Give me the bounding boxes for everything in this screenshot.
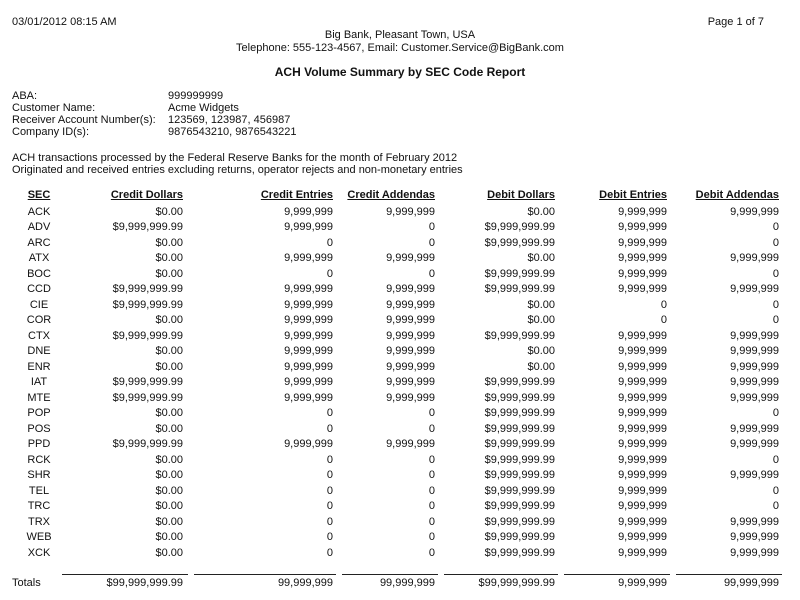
col-header-credit-dollars: Credit Dollars [110,189,183,201]
table-row [10,313,782,329]
customer-name-value: Acme Widgets [168,102,239,114]
report-description-line-2: Originated and received entries excluding returns, operator rejects and non-monetary entries [12,164,463,176]
cell-credit-addendas: 9,999,999 [386,283,435,295]
cell-credit-entries: 0 [326,407,333,419]
cell-debit-addendas: 9,999,999 [730,531,779,543]
table-row [10,422,782,438]
cell-debit-dollars: $9,999,999.99 [484,407,555,419]
cell-debit-addendas: 9,999,999 [730,515,779,528]
cell-credit-dollars: $0.00 [155,205,183,218]
cell-credit-entries: 0 [326,422,333,435]
cell-sec-code: ARC [27,236,51,249]
receiver-account-label: Receiver Account Number(s): [12,114,156,126]
cell-sec-code: COR [26,314,52,326]
cell-credit-addendas: 9,999,999 [386,298,435,311]
cell-sec-code: WEB [26,531,52,543]
cell-credit-addendas: 0 [428,453,435,466]
cell-debit-entries: 9,999,999 [618,205,667,218]
report-description-line-1: ACH transactions processed by the Federal Reserve Banks for the month of February 2012 [12,152,458,164]
cell-credit-addendas: 9,999,999 [386,345,435,357]
table-row [10,515,782,531]
totals-divider [444,574,558,575]
cell-sec-code: ACK [27,205,51,218]
cell-debit-dollars: $9,999,999.99 [484,546,555,559]
col-header-debit-addendas: Debit Addendas [695,189,779,201]
table-row [10,329,782,345]
cell-debit-entries: 9,999,999 [618,345,667,357]
cell-sec-code: IAT [30,376,48,388]
table-row [10,344,782,360]
cell-debit-entries: 0 [660,298,667,311]
cell-debit-dollars: $9,999,999.99 [484,469,555,481]
cell-credit-dollars: $0.00 [155,484,183,497]
cell-sec-code: ADV [27,221,51,233]
cell-debit-addendas: 0 [772,236,779,249]
cell-debit-addendas: 9,999,999 [730,345,779,357]
col-header-sec: SEC [27,189,51,201]
cell-debit-dollars: $0.00 [527,298,555,311]
cell-debit-dollars: $9,999,999.99 [484,391,555,404]
cell-credit-dollars: $9,999,999.99 [112,221,183,233]
cell-sec-code: DNE [27,345,51,357]
bank-name: Big Bank, Pleasant Town, USA [324,29,476,41]
cell-debit-dollars: $9,999,999.99 [484,500,555,512]
cell-debit-dollars: $9,999,999.99 [484,376,555,388]
cell-debit-entries: 9,999,999 [618,267,667,280]
table-row [10,437,782,453]
cell-sec-code: SHR [27,469,51,481]
cell-credit-dollars: $0.00 [155,531,183,543]
cell-credit-addendas: 0 [428,546,435,559]
col-header-credit-entries: Credit Entries [260,189,333,201]
totals-divider [194,574,336,575]
cell-debit-entries: 9,999,999 [618,515,667,528]
cell-debit-addendas: 0 [772,500,779,512]
receiver-account-value: 123569, 123987, 456987 [168,114,291,126]
col-header-credit-addendas: Credit Addendas [347,189,435,201]
cell-debit-dollars: $0.00 [527,314,555,326]
cell-debit-addendas: 0 [772,298,779,311]
totals-row [10,576,782,590]
table-row [10,205,782,221]
cell-credit-addendas: 9,999,999 [386,314,435,326]
cell-debit-addendas: 0 [772,407,779,419]
cell-debit-addendas: 9,999,999 [730,360,779,373]
cell-debit-addendas: 0 [772,484,779,497]
cell-credit-dollars: $9,999,999.99 [112,283,183,295]
cell-credit-addendas: 0 [428,422,435,435]
cell-credit-addendas: 0 [428,221,435,233]
cell-credit-dollars: $9,999,999.99 [112,298,183,311]
aba-value: 999999999 [168,90,224,102]
totals-divider [564,574,670,575]
cell-sec-code: BOC [27,267,51,280]
cell-debit-dollars: $9,999,999.99 [484,438,555,450]
cell-credit-entries: 9,999,999 [284,345,333,357]
aba-label: ABA: [12,90,38,102]
total-credit-entries: 99,999,999 [277,577,333,589]
cell-credit-entries: 9,999,999 [284,391,333,404]
total-credit-dollars: $99,999,999.99 [106,577,183,589]
cell-sec-code: ATX [28,252,50,264]
cell-credit-dollars: $0.00 [155,422,183,435]
cell-debit-dollars: $9,999,999.99 [484,329,555,342]
cell-debit-entries: 9,999,999 [618,221,667,233]
company-id-value: 9876543210, 9876543221 [168,126,297,138]
table-row [10,375,782,391]
cell-debit-dollars: $9,999,999.99 [484,221,555,233]
cell-credit-addendas: 0 [428,531,435,543]
cell-credit-dollars: $9,999,999.99 [112,376,183,388]
cell-debit-addendas: 9,999,999 [730,391,779,404]
sec-summary-table [10,188,782,561]
cell-debit-entries: 9,999,999 [618,546,667,559]
cell-debit-dollars: $9,999,999.99 [484,283,555,295]
cell-debit-dollars: $9,999,999.99 [484,236,555,249]
company-id-label: Company ID(s): [12,126,90,138]
cell-credit-entries: 0 [326,484,333,497]
cell-credit-entries: 0 [326,515,333,528]
cell-credit-dollars: $0.00 [155,515,183,528]
cell-credit-dollars: $0.00 [155,360,183,373]
total-debit-dollars: $99,999,999.99 [478,577,555,589]
cell-credit-entries: 0 [326,236,333,249]
totals-divider [342,574,438,575]
totals-divider [676,574,782,575]
table-row [10,391,782,407]
cell-credit-addendas: 9,999,999 [386,376,435,388]
cell-debit-entries: 9,999,999 [618,329,667,342]
cell-credit-dollars: $0.00 [155,267,183,280]
cell-sec-code: CCD [27,283,51,295]
cell-debit-addendas: 9,999,999 [730,422,779,435]
cell-credit-addendas: 9,999,999 [386,329,435,342]
cell-debit-addendas: 0 [772,267,779,280]
table-row [10,282,782,298]
cell-debit-entries: 9,999,999 [618,283,667,295]
cell-credit-addendas: 9,999,999 [386,252,435,264]
cell-credit-addendas: 9,999,999 [386,438,435,450]
cell-debit-dollars: $0.00 [527,252,555,264]
cell-sec-code: MTE [27,391,51,404]
table-row [10,406,782,422]
cell-debit-dollars: $0.00 [527,205,555,218]
cell-credit-entries: 9,999,999 [284,314,333,326]
cell-debit-entries: 9,999,999 [618,391,667,404]
cell-debit-entries: 9,999,999 [618,484,667,497]
cell-sec-code: PPD [27,438,51,450]
cell-debit-addendas: 9,999,999 [730,283,779,295]
cell-credit-entries: 9,999,999 [284,438,333,450]
cell-sec-code: XCK [27,546,51,559]
customer-name-label: Customer Name: [12,102,96,114]
cell-credit-dollars: $9,999,999.99 [112,438,183,450]
cell-sec-code: TRC [27,500,51,512]
cell-debit-addendas: 9,999,999 [730,329,779,342]
cell-sec-code: POS [27,422,51,435]
cell-debit-entries: 9,999,999 [618,407,667,419]
table-row [10,298,782,314]
cell-credit-addendas: 0 [428,469,435,481]
cell-debit-dollars: $0.00 [527,345,555,357]
cell-debit-entries: 9,999,999 [618,453,667,466]
cell-credit-entries: 9,999,999 [284,298,333,311]
table-row [10,530,782,546]
cell-debit-entries: 9,999,999 [618,500,667,512]
total-debit-entries: 9,999,999 [618,577,667,589]
cell-credit-entries: 0 [326,531,333,543]
cell-debit-addendas: 9,999,999 [730,469,779,481]
cell-debit-dollars: $9,999,999.99 [484,515,555,528]
cell-debit-addendas: 9,999,999 [730,376,779,388]
col-header-debit-dollars: Debit Dollars [487,189,555,201]
table-row [10,220,782,236]
cell-credit-dollars: $0.00 [155,469,183,481]
report-title: ACH Volume Summary by SEC Code Report [274,65,526,79]
cell-credit-entries: 9,999,999 [284,283,333,295]
cell-credit-dollars: $0.00 [155,546,183,559]
cell-debit-dollars: $9,999,999.99 [484,484,555,497]
cell-credit-entries: 9,999,999 [284,329,333,342]
cell-credit-dollars: $0.00 [155,252,183,264]
cell-credit-addendas: 9,999,999 [386,205,435,218]
cell-debit-dollars: $9,999,999.99 [484,422,555,435]
table-row [10,236,782,252]
cell-credit-addendas: 0 [428,515,435,528]
cell-debit-dollars: $9,999,999.99 [484,531,555,543]
cell-debit-dollars: $0.00 [527,360,555,373]
cell-credit-entries: 9,999,999 [284,205,333,218]
cell-credit-addendas: 0 [428,236,435,249]
cell-credit-dollars: $9,999,999.99 [112,391,183,404]
table-header-row [10,188,782,205]
total-credit-addendas: 99,999,999 [379,577,435,589]
cell-debit-addendas: 9,999,999 [730,546,779,559]
cell-debit-dollars: $9,999,999.99 [484,267,555,280]
cell-credit-addendas: 0 [428,500,435,512]
page-number: Page 1 of 7 [707,16,764,28]
cell-debit-addendas: 9,999,999 [730,205,779,218]
cell-credit-entries: 9,999,999 [284,376,333,388]
cell-credit-entries: 0 [326,267,333,280]
cell-credit-dollars: $0.00 [155,407,183,419]
cell-credit-entries: 9,999,999 [284,252,333,264]
cell-sec-code: ENR [27,360,51,373]
cell-sec-code: CTX [28,329,50,342]
cell-debit-entries: 9,999,999 [618,376,667,388]
table-row [10,468,782,484]
cell-credit-dollars: $0.00 [155,453,183,466]
totals-divider [62,574,188,575]
totals-label: Totals [12,577,41,589]
cell-credit-dollars: $0.00 [155,314,183,326]
cell-sec-code: POP [27,407,51,419]
cell-debit-addendas: 9,999,999 [730,252,779,264]
cell-credit-dollars: $0.00 [155,345,183,357]
cell-credit-entries: 9,999,999 [284,360,333,373]
report-datetime: 03/01/2012 08:15 AM [12,16,117,28]
table-row [10,453,782,469]
cell-credit-addendas: 9,999,999 [386,360,435,373]
table-row [10,251,782,267]
cell-debit-entries: 9,999,999 [618,422,667,435]
cell-debit-addendas: 0 [772,314,779,326]
col-header-debit-entries: Debit Entries [599,189,667,201]
cell-credit-entries: 0 [326,500,333,512]
cell-credit-entries: 0 [326,453,333,466]
cell-credit-addendas: 0 [428,407,435,419]
cell-credit-addendas: 9,999,999 [386,391,435,404]
cell-sec-code: TEL [28,484,50,497]
cell-credit-dollars: $0.00 [155,236,183,249]
cell-debit-entries: 9,999,999 [618,438,667,450]
cell-debit-entries: 9,999,999 [618,469,667,481]
cell-debit-entries: 9,999,999 [618,360,667,373]
cell-debit-entries: 0 [660,314,667,326]
table-body [10,205,782,562]
cell-debit-addendas: 9,999,999 [730,438,779,450]
cell-debit-entries: 9,999,999 [618,236,667,249]
table-row [10,546,782,562]
cell-debit-addendas: 0 [772,453,779,466]
cell-credit-entries: 0 [326,469,333,481]
cell-credit-addendas: 0 [428,267,435,280]
table-row [10,360,782,376]
cell-debit-addendas: 0 [772,221,779,233]
cell-credit-entries: 0 [326,546,333,559]
cell-credit-entries: 9,999,999 [284,221,333,233]
cell-credit-dollars: $9,999,999.99 [112,329,183,342]
cell-debit-entries: 9,999,999 [618,531,667,543]
table-row [10,499,782,515]
cell-sec-code: TRX [28,515,50,528]
table-row [10,484,782,500]
cell-credit-addendas: 0 [428,484,435,497]
cell-debit-entries: 9,999,999 [618,252,667,264]
cell-sec-code: RCK [27,453,51,466]
table-row [10,267,782,283]
total-debit-addendas: 99,999,999 [723,577,779,589]
cell-debit-dollars: $9,999,999.99 [484,453,555,466]
totals-table [10,576,782,590]
cell-sec-code: CIE [29,298,49,311]
cell-credit-dollars: $0.00 [155,500,183,512]
bank-contact: Telephone: 555-123-4567, Email: Customer.Service@BigBank.com [236,42,564,54]
